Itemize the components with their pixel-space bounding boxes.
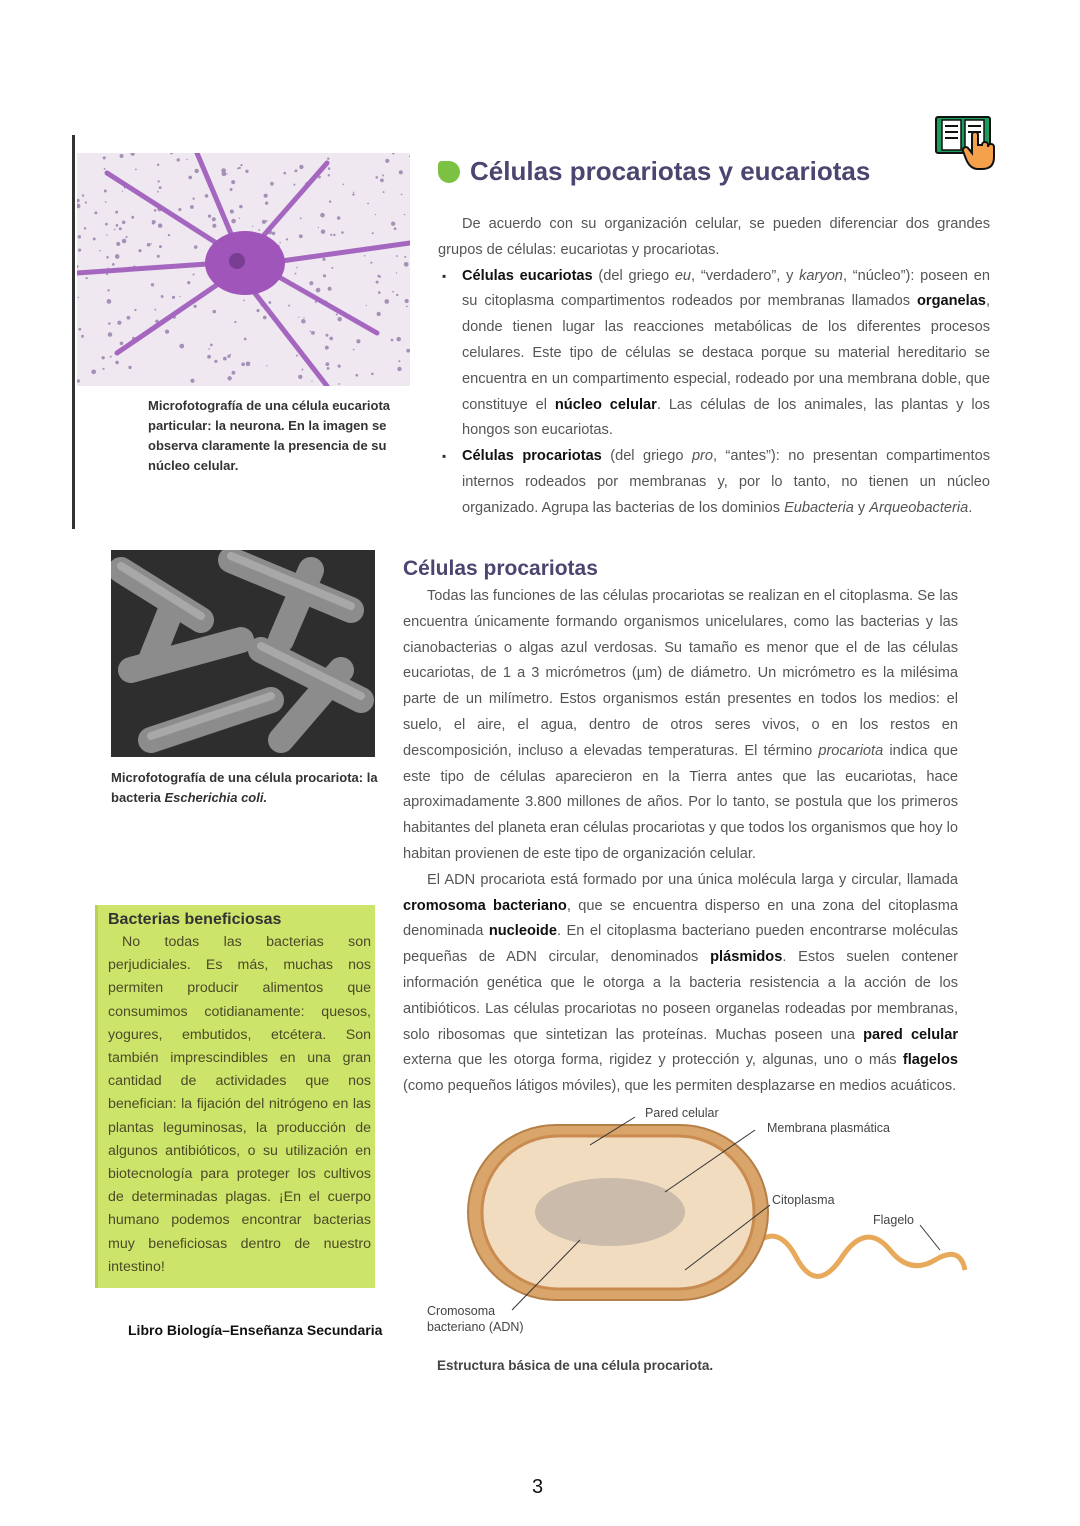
stain-dot [396, 337, 401, 342]
paragraph-2 [403, 868, 958, 1100]
sidebox-body: No todas las bacterias son perjudiciales. Es más, muchas nos permiten producir alimentos que consumimos cotidianamente: quesos, yogures, embutidos, etcétera. Son también imprescindibles en una gran cantidad de actividades que nos benefician: la fijación del nitrógeno en las plantas leguminosas, la producción de algunos antibióticos, o su utilización en biotecnología para proteger los cultivos de determinadas plagas. ¡En el cuerpo humano podemos encontrar bacterias muy beneficiosas dentro de nuestro intestino! [108, 934, 371, 1275]
text-run: (como pequeños látigos móviles), que les permiten desplazarse en medios acuáticos. [403, 1078, 957, 1095]
stain-dot [187, 281, 190, 284]
stain-dot [212, 224, 216, 228]
stain-dot [353, 192, 354, 193]
stain-dot [93, 238, 96, 241]
stain-dot [151, 283, 154, 286]
label-cromosoma-line1: Cromosoma [427, 1304, 496, 1318]
stain-dot [404, 214, 405, 215]
stain-dot [375, 214, 376, 215]
stain-dot [392, 291, 394, 293]
stain-dot [299, 234, 303, 238]
stain-dot [237, 168, 239, 170]
text-run: , “núcleo”): poseen en su citoplasma compartimentos rodeados por membranas llamados [462, 267, 990, 310]
stain-dot [265, 202, 268, 205]
stain-dot [316, 288, 321, 293]
leaf-bullet-icon [438, 161, 460, 183]
bold-term: Células procariotas [462, 448, 602, 465]
label-membrana: Membrana plasmática [767, 1121, 890, 1135]
stain-dot [262, 220, 266, 224]
diagram-caption: Estructura básica de una célula procariota. [437, 1358, 714, 1373]
stain-dot [328, 287, 332, 291]
stain-dot [82, 194, 84, 196]
stain-dot [125, 236, 127, 238]
stain-dot [293, 184, 295, 186]
stain-dot [379, 276, 381, 278]
stain-dot [338, 365, 341, 368]
stain-dot [252, 226, 253, 227]
stain-dot [399, 170, 403, 174]
stain-dot [104, 190, 107, 193]
stain-dot [296, 267, 298, 269]
text-run: . Estos suelen contener información genética que le otorga a la bacteria resistencia a la acción de los antibióticos. Las células procariotas no poseen organelas rodeadas por membranas, solo ribosomas que sintetizan las proteínas. Muchas poseen una [403, 949, 959, 1043]
bold-term: Células eucariotas [462, 267, 593, 284]
list-item-procariotas [462, 444, 990, 521]
stain-dot [179, 296, 180, 297]
stain-dot [270, 182, 274, 186]
stain-dot [152, 222, 155, 225]
stain-dot [303, 317, 304, 318]
stain-dot [298, 375, 302, 379]
stain-dot [329, 337, 333, 341]
stain-dot [192, 197, 194, 199]
stain-dot [86, 277, 88, 279]
stain-dot [231, 219, 236, 224]
stain-dot [154, 209, 157, 212]
stain-dot [272, 232, 275, 235]
stain-dot [106, 256, 109, 259]
stain-dot [239, 217, 240, 218]
italic-term: procariota [818, 742, 884, 759]
label-pared-celular: Pared celular [645, 1106, 719, 1120]
stain-dot [301, 319, 305, 323]
bold-term: plásmidos [710, 949, 783, 966]
subsection-title: Células procariotas [403, 557, 598, 580]
stain-dot [223, 357, 227, 361]
stain-dot [239, 205, 242, 208]
stain-dot [120, 341, 124, 345]
stain-dot [382, 175, 384, 177]
stain-dot [327, 367, 330, 370]
stain-dot [179, 344, 184, 349]
stain-dot [172, 296, 175, 299]
stain-dot [116, 242, 120, 246]
stain-dot [106, 234, 107, 235]
stain-dot [328, 167, 331, 170]
ecoli-caption-text: Microfotografía de una célula procariota: la bacteria [111, 770, 378, 805]
stain-dot [338, 383, 340, 385]
stain-dot [294, 169, 297, 172]
stain-dot [331, 267, 333, 269]
stain-dot [301, 369, 303, 371]
stain-dot [343, 183, 345, 185]
stain-dot [147, 243, 151, 247]
stain-dot [157, 191, 159, 193]
stain-dot [188, 176, 192, 180]
text-run: , “antes”): no presentan compartimentos internos rodeados por membranas y, por lo tanto, no tienen un núcleo organizado. Agrupa las bacterias de los dominios [462, 448, 990, 516]
stain-dot [105, 201, 107, 203]
stain-dot [128, 366, 131, 369]
neuron-caption: Microfotografía de una célula eucariota particular: la neurona. En la imagen se observa claramente la presencia de su núcleo celular. [148, 398, 390, 473]
stain-dot [353, 349, 355, 351]
stain-dot [396, 272, 397, 273]
sidebox-title: Bacterias beneficiosas [108, 911, 282, 928]
text-run: , donde tienen lugar las reacciones metabólicas de los diferentes procesos celulares. Este tipo de células se destaca porque su material hereditario se encuentra en un compartimento especial, rodeado por una membrana doble, que constituye el [462, 293, 990, 413]
interactive-book-icon[interactable] [934, 113, 998, 179]
stain-dot [240, 164, 242, 166]
stain-dot [109, 322, 111, 324]
stain-dot [295, 273, 297, 275]
stain-dot [266, 365, 267, 366]
stain-dot [352, 193, 354, 195]
stain-dot [320, 213, 325, 218]
stain-dot [127, 316, 131, 320]
stain-dot [396, 294, 398, 296]
stain-dot [104, 168, 106, 170]
stain-dot [398, 360, 400, 362]
stain-dot [210, 344, 213, 347]
stain-dot [244, 338, 247, 341]
stain-dot [190, 379, 194, 383]
stain-dot [309, 281, 313, 285]
stain-dot [162, 296, 164, 298]
stain-dot [372, 232, 374, 234]
stain-dot [107, 299, 112, 304]
text-run: , que se encuentra disperso en una zona del citoplasma denominada [403, 897, 958, 940]
stain-dot [258, 229, 260, 231]
stain-dot [116, 224, 119, 227]
stain-dot [394, 227, 397, 230]
stain-dot [328, 174, 330, 176]
stain-dot [246, 361, 251, 366]
stain-dot [207, 355, 211, 359]
text-run: , “verdadero”, y [691, 267, 800, 284]
text-run: Todas las funciones de las células procariotas se realizan en el citoplasma. Se las encuentra únicamente formando organismos unicelulares, como las bacterias y las cianobacterias o algas azul verdosas. Su tamaño es menor que el de las células eucariotas, de 1 a 3 micrómetros (µm) de diámetro. Un micrómetro es la milésima parte de un milímetro. Estos organismos están presentes en todos los medios: el suelo, el aire, el agua, dentro de otros seres vivos, o en los restos en descomposición, incluso a elevadas temperaturas. El término [403, 588, 958, 759]
stain-dot [85, 201, 87, 203]
stain-dot [115, 211, 118, 214]
italic-term: Eubacteria [784, 499, 854, 516]
stain-dot [300, 218, 302, 220]
stain-dot [364, 255, 366, 257]
text-run: . [968, 499, 973, 516]
stain-dot [103, 156, 106, 159]
stain-dot [380, 178, 384, 182]
stain-dot [355, 374, 358, 377]
stain-dot [356, 339, 360, 343]
stain-dot [231, 180, 235, 184]
stain-dot [102, 368, 104, 370]
stain-dot [375, 176, 378, 179]
stain-dot [286, 238, 288, 240]
stain-dot [194, 245, 198, 249]
text-run: El ADN procariota está formado por una única molécula larga y circular, llamada [427, 871, 958, 888]
stain-dot [288, 305, 290, 307]
section-title [438, 156, 870, 187]
stain-dot [193, 273, 195, 275]
sidebox-bacterias-beneficiosas [95, 905, 375, 1288]
label-cromosoma [427, 1303, 524, 1335]
source-credit: Libro Biología–Enseñanza Secundaria [128, 1322, 383, 1338]
section-title-text: Células procariotas y eucariotas [470, 156, 871, 186]
stain-dot [159, 186, 162, 189]
stain-dot [227, 376, 231, 380]
stain-dot [107, 289, 109, 291]
label-cromosoma-line2: bacteriano (ADN) [427, 1320, 524, 1334]
stain-dot [310, 331, 312, 333]
stain-dot [165, 329, 169, 333]
stain-dot [119, 227, 122, 230]
stain-dot [112, 263, 115, 266]
stain-dot [205, 194, 209, 198]
stain-dot [311, 331, 315, 335]
stain-dot [186, 159, 187, 160]
stain-dot [333, 234, 335, 236]
stain-dot [405, 299, 409, 303]
ecoli-micrograph [111, 550, 375, 757]
stain-dot [396, 255, 398, 257]
stain-dot [330, 234, 332, 236]
stain-dot [337, 317, 341, 321]
stain-dot [208, 348, 210, 350]
stain-dot [245, 170, 248, 173]
italic-term: Arqueobacteria [869, 499, 969, 516]
stain-dot [370, 262, 372, 264]
stain-dot [78, 249, 81, 252]
stain-dot [168, 234, 170, 236]
italic-term: eu [674, 267, 692, 284]
stain-dot [377, 312, 381, 316]
stain-dot [298, 317, 299, 318]
stain-dot [91, 369, 96, 374]
stain-dot [213, 310, 217, 314]
stain-dot [151, 243, 152, 244]
stain-dot [230, 354, 232, 356]
stain-dot [383, 191, 385, 193]
stain-dot [376, 281, 379, 284]
stain-dot [214, 360, 217, 363]
stain-dot [117, 321, 121, 325]
stain-dot [311, 381, 312, 382]
bold-term: organelas [916, 293, 986, 310]
stain-dot [78, 235, 81, 238]
stain-dot [325, 362, 329, 366]
bold-term: nucleoide [488, 923, 557, 940]
stain-dot [371, 373, 374, 376]
stain-dot [84, 227, 86, 229]
stain-dot [391, 222, 395, 226]
stain-dot [256, 309, 259, 312]
paragraph-1 [403, 584, 958, 868]
ecoli-caption-species: Escherichia coli. [164, 790, 268, 805]
stain-dot [108, 332, 113, 337]
stain-dot [263, 316, 267, 320]
italic-term: karyon [799, 267, 843, 284]
stain-dot [397, 367, 401, 371]
chromosome [535, 1178, 685, 1246]
stain-dot [404, 256, 406, 258]
page-number: 3 [532, 1476, 544, 1498]
text-run: (del griego [601, 448, 692, 465]
stain-dot [122, 239, 127, 244]
stain-dot [208, 214, 211, 217]
stain-dot [232, 371, 236, 375]
stain-dot [190, 205, 194, 209]
stain-dot [318, 227, 319, 228]
text-run: (del griego [592, 267, 675, 284]
stain-dot [296, 355, 298, 357]
stain-dot [322, 258, 325, 261]
bold-term: flagelos [902, 1052, 958, 1069]
section2-body [403, 584, 958, 1100]
stain-dot [212, 217, 216, 221]
text-run: indica que este tipo de células aparecieron en la Tierra antes que las eucariotas, hace aproximadamente 3.800 millones de años. Por lo tanto, se postula que los primeros habitantes del planeta eran células procariotas y que todos los organismos que hoy lo habitan provienen de este tipo de organización celular. [403, 742, 958, 862]
stain-dot [238, 167, 240, 169]
stain-dot [158, 223, 163, 228]
stain-dot [101, 356, 104, 359]
stain-dot [77, 297, 79, 299]
stain-dot [131, 216, 134, 219]
stain-dot [134, 309, 136, 311]
section1-body [438, 212, 990, 522]
stain-dot [78, 328, 81, 331]
list-item-eucariotas [462, 264, 990, 445]
stain-dot [283, 172, 286, 175]
stain-dot [114, 229, 116, 231]
label-citoplasma: Citoplasma [772, 1193, 835, 1207]
stain-dot [336, 314, 338, 316]
text-run: externa que les otorga forma, rigidez y protección y, algunas, uno o más [403, 1052, 903, 1069]
stain-dot [81, 337, 82, 338]
stain-dot [234, 321, 236, 323]
stain-dot [226, 173, 227, 174]
stain-dot [221, 168, 226, 173]
stain-dot [404, 262, 409, 267]
bold-term: pared celular [863, 1026, 958, 1043]
stain-dot [110, 356, 112, 358]
stain-dot [138, 249, 141, 252]
stain-dot [120, 154, 124, 158]
bold-term: cromosoma bacteriano [403, 897, 567, 914]
stain-dot [329, 200, 331, 202]
stain-dot [115, 361, 119, 365]
stain-dot [105, 223, 108, 226]
stain-dot [401, 194, 403, 196]
stain-dot [341, 231, 344, 234]
text-run: . En el citoplasma bacteriano pueden encontrarse moléculas pequeñas de ADN circular, denominados [403, 923, 958, 966]
stain-dot [178, 208, 181, 211]
stain-dot [406, 306, 408, 308]
stain-dot [177, 158, 180, 161]
stain-dot [135, 169, 137, 171]
bold-term: núcleo celular [554, 396, 657, 413]
stain-dot [266, 220, 268, 222]
stain-dot [325, 334, 328, 337]
stain-dot [159, 245, 162, 248]
stain-dot [321, 229, 326, 234]
stain-dot [99, 250, 101, 252]
stain-dot [378, 291, 381, 294]
stain-dot [230, 210, 234, 214]
ecoli-caption [111, 768, 381, 808]
stain-dot [157, 164, 159, 166]
stain-dot [367, 203, 369, 205]
stain-dot [243, 300, 245, 302]
stain-dot [279, 242, 281, 244]
stain-dot [384, 299, 389, 304]
italic-term: pro [691, 448, 714, 465]
stain-dot [122, 220, 126, 224]
label-flagelo: Flagelo [873, 1213, 914, 1227]
stain-dot [264, 194, 268, 198]
stain-dot [385, 159, 389, 163]
stain-dot [230, 188, 233, 191]
stain-dot [391, 339, 394, 342]
stain-dot [241, 362, 245, 366]
stain-dot [154, 309, 156, 311]
stain-dot [94, 211, 97, 214]
stain-dot [366, 305, 367, 306]
neuron-micrograph [77, 153, 410, 386]
stain-dot [268, 301, 271, 304]
margin-rule [72, 135, 75, 529]
stain-dot [157, 255, 160, 258]
stain-dot [158, 180, 160, 182]
stain-dot [327, 158, 329, 160]
stain-dot [115, 254, 120, 259]
stain-dot [325, 346, 329, 350]
stain-dot [299, 165, 303, 169]
cell-types-list [438, 264, 990, 522]
intro-paragraph: De acuerdo con su organización celular, se pueden diferenciar dos grandes grupos de células: eucariotas y procariotas. [438, 216, 990, 258]
text-run: y [853, 499, 870, 516]
stain-dot [337, 216, 341, 220]
stain-dot [194, 169, 198, 173]
stain-dot [122, 191, 123, 192]
stain-dot [323, 274, 326, 277]
text-run: . Las células de los animales, las plantas y los hongos son eucariotas. [462, 396, 990, 439]
stain-dot [193, 305, 196, 308]
